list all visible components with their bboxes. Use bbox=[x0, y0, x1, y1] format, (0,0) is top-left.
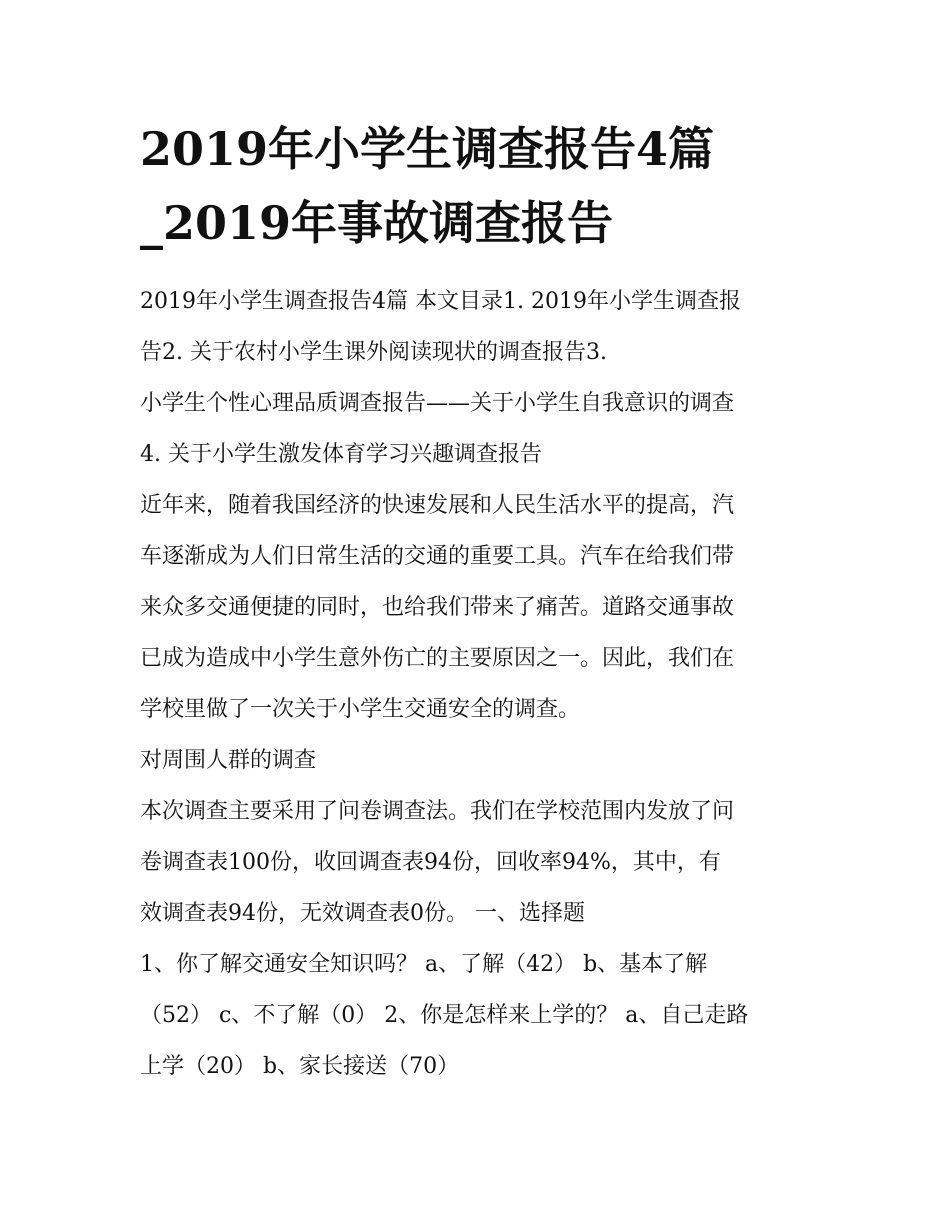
question-line: （52） c、不了解（0） 2、你是怎样来上学的？ a、自己走路 bbox=[140, 1003, 749, 1028]
title-line: 2019年小学生调查报告4篇 bbox=[140, 122, 715, 176]
paragraph-line: 效调查表94份，无效调查表0份。 一、选择题 bbox=[140, 901, 585, 926]
toc-line: 2019年小学生调查报告4篇 本文目录1. 2019年小学生调查报 bbox=[140, 289, 741, 314]
paragraph-line: 车逐渐成为人们日常生活的交通的重要工具。汽车在给我们带 bbox=[140, 544, 735, 569]
section-heading: 对周围人群的调查 bbox=[140, 748, 317, 773]
paragraph-line: 卷调查表100份，收回调查表94份，回收率94%，其中，有 bbox=[140, 850, 721, 875]
toc-line: 告2. 关于农村小学生课外阅读现状的调查报告3. bbox=[140, 340, 607, 365]
paragraph-line: 本次调查主要采用了问卷调查法。我们在学校范围内发放了问 bbox=[140, 799, 735, 824]
page-title bbox=[140, 112, 840, 260]
toc-line: 4. 关于小学生激发体育学习兴趣调查报告 bbox=[140, 442, 542, 467]
paragraph-line: 近年来，随着我国经济的快速发展和人民生活水平的提高，汽 bbox=[140, 493, 735, 518]
paragraph-line: 来众多交通便捷的同时，也给我们带来了痛苦。道路交通事故 bbox=[140, 595, 735, 620]
paragraph-line: 学校里做了一次关于小学生交通安全的调查。 bbox=[140, 697, 581, 722]
title-line: _2019年事故调查报告 bbox=[140, 196, 614, 250]
paragraph-line: 已成为造成中小学生意外伤亡的主要原因之一。因此，我们在 bbox=[140, 646, 735, 671]
question-line: 上学（20） b、家长接送（70） bbox=[140, 1054, 460, 1079]
toc-line: 小学生个性心理品质调查报告——关于小学生自我意识的调查 bbox=[140, 391, 735, 416]
question-line: 1、你了解交通安全知识吗？ a、了解（42） b、基本了解 bbox=[140, 952, 708, 977]
document-body bbox=[140, 276, 820, 1092]
